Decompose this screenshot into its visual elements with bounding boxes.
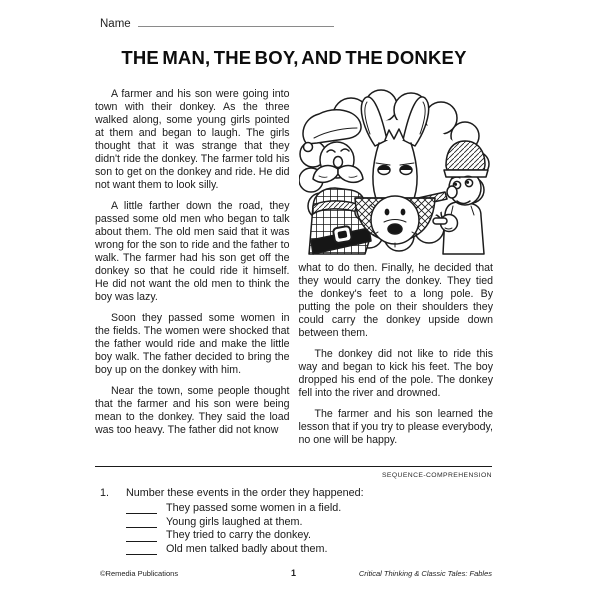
story-paragraph: A farmer and his son were going into town with their donkey. As the three walked along, some young girls pointed at them and began to laugh. The girls thought that it was strange that they didn't ride the donkey. The farmer told his son to get on the donkey and ride. He did not want them to look silly.	[95, 88, 290, 191]
copyright: ©Remedia Publications	[100, 569, 179, 578]
cartoon-drawing	[299, 88, 491, 256]
divider-line	[95, 466, 492, 467]
name-blank-line[interactable]	[138, 14, 334, 27]
question-item	[126, 544, 510, 555]
page-title: THE MAN, THE BOY, AND THE DONKEY	[121, 47, 467, 68]
name-row	[100, 14, 334, 30]
story-paragraph: The donkey did not like to ride this way and began to kick his feet. The boy dropped his end of the pole. The donkey fell into the river and drowned.	[298, 348, 493, 399]
question-item-text: Young girls laughed at them.	[166, 515, 303, 528]
farmer-boy-and-donkey-illustration	[299, 88, 491, 256]
answer-blank[interactable]	[126, 517, 157, 528]
question-item-text: They passed some women in a field.	[166, 502, 342, 514]
story-paragraph: A little farther down the road, they passed some old men who began to talk about them. The old men said that it was wrong for the son to ride and the father to walk. The farmer had his son get off the donkey so that he could ride it himself. He did not want the old men to think the boy was lazy.	[95, 200, 290, 303]
story-right-column	[299, 88, 494, 455]
story-left-column	[95, 88, 290, 455]
question-number: 1.	[100, 487, 110, 499]
question-1	[100, 487, 510, 558]
boy-nose	[447, 186, 457, 198]
story-text	[95, 88, 493, 455]
question-item	[126, 530, 510, 541]
story-paragraph: what to do then. Finally, he decided that they would carry the donkey. They tied the donkey's feet to a long pole. By putting the pole on their shoulders they could carry the donkey upside down between them.	[298, 262, 493, 339]
story-paragraph: Near the town, some people thought that the farmer and his son were being mean to the donkey. They said the load was too heavy. The father did not know	[95, 385, 290, 436]
question-item-text: Old men talked badly about them.	[166, 543, 328, 556]
page-number: 1	[290, 568, 296, 578]
answer-blank[interactable]	[126, 503, 157, 514]
series-title: Critical Thinking & Classic Tales: Fables	[358, 569, 492, 578]
answer-blank[interactable]	[126, 544, 157, 555]
story-paragraph: The farmer and his son learned the lesson that if you try to please everybody, no one will be happy.	[298, 408, 493, 446]
story-paragraph: Soon they passed some women in the fields. The women were shocked that the father would ride and make the little boy walk. The father decided to bring the boy up on the donkey with him.	[95, 312, 290, 376]
question-prompt: Number these events in the order they happened:	[126, 487, 364, 499]
question-item	[126, 517, 510, 528]
name-label: Name	[100, 18, 131, 30]
answer-blank[interactable]	[126, 531, 157, 542]
page-footer	[95, 568, 492, 582]
section-tag: SEQUENCE-COMPREHENSION	[381, 472, 492, 479]
question-item	[126, 503, 510, 514]
question-item-text: They tried to carry the donkey.	[166, 529, 312, 542]
